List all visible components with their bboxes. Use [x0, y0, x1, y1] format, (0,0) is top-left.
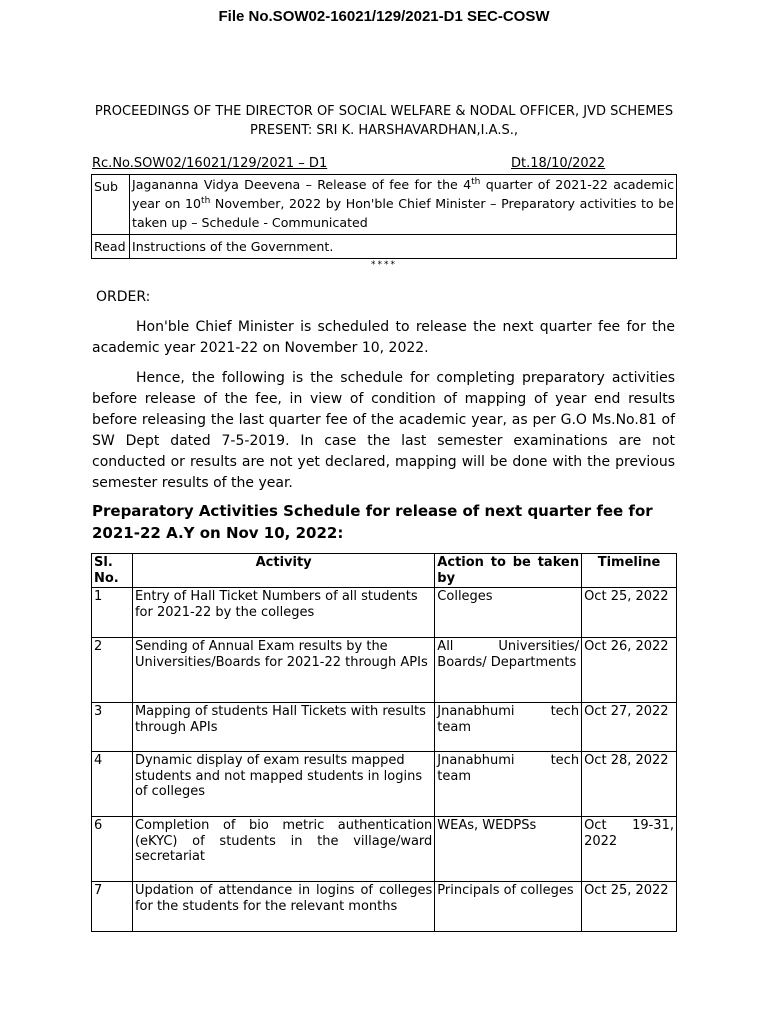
separator-stars: ****: [371, 260, 397, 270]
table-row: [92, 817, 677, 882]
read-row: [92, 235, 677, 259]
proceedings-title: PROCEEDINGS OF THE DIRECTOR OF SOCIAL WELFARE & NODAL OFFICER, JVD SCHEMES: [94, 104, 674, 119]
row-action-by: Jnanabhumi tech team: [435, 752, 582, 817]
schedule-table: [91, 553, 677, 932]
row-activity: Mapping of students Hall Tickets with results through APIs: [132, 703, 434, 752]
row-number: 1: [92, 588, 133, 638]
schedule-header-row: [92, 554, 677, 588]
row-timeline: Oct 28, 2022: [582, 752, 677, 817]
header-activity: Activity: [132, 554, 434, 588]
subject-row: [92, 175, 677, 235]
row-timeline: Oct 25, 2022: [582, 588, 677, 638]
row-activity: Sending of Annual Exam results by the Universities/Boards for 2021-22 through APIs: [132, 638, 434, 703]
header-action-by: Action to be taken by: [435, 554, 582, 588]
row-action-by: All Universities/ Boards/ Departments: [435, 638, 582, 703]
row-activity: Completion of bio metric authentication (eKYC) of students in the village/ward secretariat: [132, 817, 434, 882]
table-row: [92, 752, 677, 817]
read-text: Instructions of the Government.: [130, 235, 677, 259]
row-activity: Updation of attendance in logins of colleges for the students for the relevant months: [132, 882, 434, 932]
row-activity: Entry of Hall Ticket Numbers of all students for 2021-22 by the colleges: [132, 588, 434, 638]
subject-label: Sub: [92, 175, 130, 235]
table-row: [92, 588, 677, 638]
table-row: [92, 703, 677, 752]
header-sl-no: Sl. No.: [92, 554, 133, 588]
row-number: 7: [92, 882, 133, 932]
file-number: File No.SOW02-16021/129/2021-D1 SEC-COSW: [218, 8, 550, 25]
row-action-by: Colleges: [435, 588, 582, 638]
row-timeline: Oct 25, 2022: [582, 882, 677, 932]
row-timeline: Oct 19-31, 2022: [582, 817, 677, 882]
row-number: 2: [92, 638, 133, 703]
row-timeline: Oct 27, 2022: [582, 703, 677, 752]
row-action-by: Jnanabhumi tech team: [435, 703, 582, 752]
order-label: ORDER:: [96, 289, 151, 305]
row-activity: Dynamic display of exam results mapped students and not mapped students in logins of colleges: [132, 752, 434, 817]
table-row: [92, 882, 677, 932]
reference-number: Rc.No.SOW02/16021/129/2021 – D1: [92, 156, 328, 171]
row-number: 3: [92, 703, 133, 752]
row-action-by: WEAs, WEDPSs: [435, 817, 582, 882]
document-date: Dt.18/10/2022: [511, 156, 606, 171]
schedule-heading: Preparatory Activities Schedule for release of next quarter fee for 2021-22 A.Y on Nov 10, 2022:: [92, 502, 653, 542]
subject-text: Jagananna Vidya Deevena – Release of fee for the 4th quarter of 2021-22 academic year on 10th November, 2022 by Hon'ble Chief Minister – Preparatory activities to be taken up – Schedule - Communicated: [130, 175, 677, 235]
row-action-by: Principals of colleges: [435, 882, 582, 932]
present-line: PRESENT: SRI K. HARSHAVARDHAN,I.A.S.,: [250, 123, 518, 138]
row-number: 6: [92, 817, 133, 882]
row-timeline: Oct 26, 2022: [582, 638, 677, 703]
order-paragraph-2: Hence, the following is the schedule for completing preparatory activities before release of the fee, in view of condition of mapping of year end results before releasing the last quarter fee of the academic year, as per G.O Ms.No.81 of SW Dept dated 7-5-2019. In case the last semester examinations are not conducted or results are not yet declared, mapping will be done with the previous semester results of the year.: [92, 370, 675, 491]
subject-read-table: [91, 174, 677, 259]
read-label: Read: [92, 235, 130, 259]
order-paragraph-1: Hon'ble Chief Minister is scheduled to release the next quarter fee for the academic year 2021-22 on November 10, 2022.: [92, 319, 675, 356]
header-timeline: Timeline: [582, 554, 677, 588]
table-row: [92, 638, 677, 703]
row-number: 4: [92, 752, 133, 817]
